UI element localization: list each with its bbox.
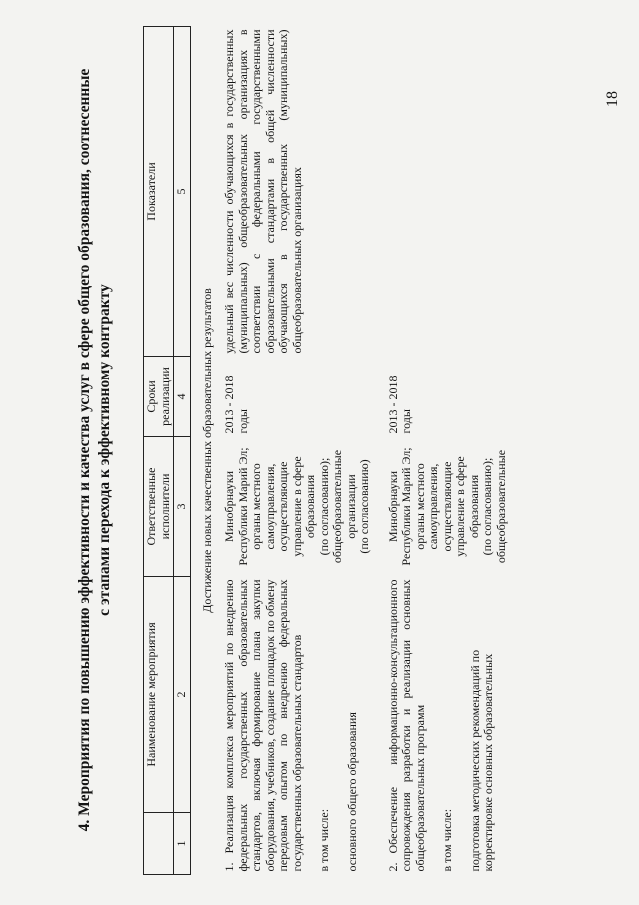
executor-line: образования: [466, 474, 481, 539]
row-number: 2.: [385, 862, 400, 872]
executor-line: самоуправления,: [262, 463, 277, 550]
period-cell: 2013 - 2018 годы: [222, 375, 250, 434]
sub-item: подготовка методических рекомендаций по корректировке основных образовательных: [467, 649, 495, 872]
sub-label: в том числе:: [317, 808, 331, 872]
header-number: 5: [174, 27, 191, 357]
header-col-name: Наименование мероприятия: [144, 577, 174, 813]
indicators-cell: удельный вес численности обучающихся в государственных (муниципальных) общеобразовательных организациях в соответствии с федеральными государственными образовательными стандартами в общей численности обучающихся в государственных (муниципальных) общеобразовательных организациях: [222, 29, 304, 354]
header-col-num: [144, 813, 174, 875]
header-col-period: Сроки реализации: [144, 357, 174, 437]
executor-line: органы местного: [412, 463, 427, 550]
executor-line: Республики Марий Эл;: [235, 447, 250, 566]
measure-name: Обеспечение информационно-консультационного сопровождения разработки и реализации основных общеобразовательных программ: [385, 579, 427, 872]
measure-cell: [373, 577, 510, 875]
title-line-1: 4. Мероприятия по повышению эффективности и качества услуг в сфере общего образования, соотнесенные: [76, 68, 93, 832]
executors-cell: [373, 437, 510, 577]
sub-item: основного общего образования: [344, 712, 359, 872]
section-heading: Достижение новых качественных образовательных результатов: [199, 288, 214, 613]
title-line-2: с этапами перехода к эффективному контракту: [96, 284, 113, 616]
executor-line: (по согласованию): [357, 459, 371, 554]
header-number: 2: [174, 577, 191, 813]
measures-table: [143, 27, 509, 875]
executor-line: общеобразовательные: [330, 449, 344, 564]
header-col-executors: Ответственные исполнители: [144, 437, 174, 577]
table-row: [373, 27, 510, 875]
executor-line: Республики Марий Эл;: [399, 447, 413, 566]
header-row: [144, 27, 174, 875]
executor-line: органы местного: [249, 463, 263, 550]
executor-line: Минобрнауки: [222, 471, 236, 543]
measure-cell: [222, 577, 373, 875]
executor-line: общеобразовательные: [493, 449, 508, 564]
indicators-cell: [373, 27, 510, 357]
executor-line: осуществляющие: [439, 461, 454, 552]
header-number: 3: [174, 437, 191, 577]
table-row: [222, 27, 373, 875]
row-number: 1.: [222, 862, 236, 872]
executor-line: Минобрнауки: [385, 471, 400, 543]
rotated-page-content: [75, 25, 575, 875]
section-title: [75, 25, 115, 875]
header-number: 4: [174, 357, 191, 437]
executor-line: управление в сфере: [453, 456, 467, 557]
page-number: 18: [604, 91, 621, 107]
header-col-indicators: Показатели: [144, 27, 174, 357]
section-row: [190, 27, 222, 875]
executor-line: организации: [343, 474, 358, 539]
executor-line: (по согласованию);: [316, 457, 331, 556]
header-number-row: [174, 27, 191, 875]
sub-label: в том числе:: [440, 808, 454, 872]
executor-line: (по согласованию);: [480, 457, 494, 556]
period-cell: 2013 - 2018 годы: [385, 375, 413, 434]
executor-line: самоуправления,: [426, 463, 440, 550]
executors-cell: [222, 437, 373, 577]
executor-line: управление в сфере: [289, 456, 304, 557]
header-number: 1: [174, 813, 191, 875]
executor-line: образования: [303, 474, 317, 539]
measure-name: Реализация комплекса мероприятий по внедрению федеральных государственных образовательных стандартов, включая формирование плана закупки оборудования, учебников, создание площадок по обмену передовым опытом по внедрению федеральных государственных образовательных стандартов: [222, 579, 304, 872]
executor-line: осуществляющие: [276, 461, 290, 552]
